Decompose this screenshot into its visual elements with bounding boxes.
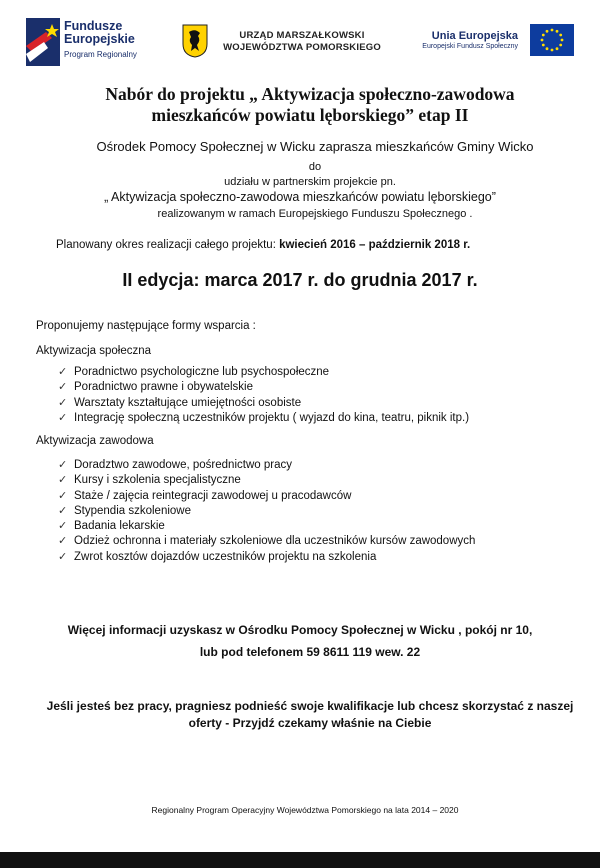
list-item — [58, 411, 469, 426]
title-line1: Nabór do projektu „ Aktywizacja społeczno-zawodowa — [105, 84, 515, 104]
checkmark-icon: ✓ — [58, 474, 68, 487]
list-item — [58, 504, 475, 519]
checkmark-icon: ✓ — [58, 520, 68, 533]
support-intro: Proponujemy następujące formy wsparcia : — [36, 320, 256, 332]
period-value: kwiecień 2016 – październik 2018 r. — [279, 239, 471, 251]
checkmark-icon: ✓ — [58, 489, 68, 502]
title-line2: mieszkańców powiatu lęborskiego” etap II — [151, 105, 469, 125]
eu-flag-icon — [530, 24, 574, 56]
ue-line1: Unia Europejska — [431, 30, 518, 42]
list-item-label: Poradnictwo prawne i obywatelskie — [74, 381, 253, 394]
list-item — [58, 458, 475, 473]
checkmark-icon: ✓ — [58, 381, 68, 394]
list-item — [58, 519, 475, 534]
intro-project-name: „ Aktywizacja społeczno-zawodowa mieszkańców powiatu lęborskiego” — [104, 190, 496, 204]
checkmark-icon: ✓ — [58, 504, 68, 517]
checkmark-icon: ✓ — [58, 459, 68, 471]
list-item — [58, 534, 475, 549]
checkmark-icon: ✓ — [58, 411, 68, 424]
unia-europejska-label — [400, 30, 518, 50]
info-phone: lub pod telefonem 59 8611 119 wew. 22 — [199, 645, 421, 659]
intro-line2: do — [308, 161, 322, 173]
checkmark-icon: ✓ — [58, 396, 68, 409]
checkmark-icon: ✓ — [58, 550, 68, 563]
checkmark-icon: ✓ — [58, 535, 68, 548]
intro-line5: realizowanym w ramach Europejskiego Funduszu Społecznego . — [157, 208, 473, 220]
footer-program: Regionalny Program Operacyjny Województwa Pomorskiego na lata 2014 – 2020 — [151, 805, 459, 815]
list-item-label: Warsztaty kształtujące umiejętności osobiste — [74, 396, 302, 409]
list-item — [58, 396, 469, 411]
urzad-marszalkowski-label — [212, 30, 392, 54]
list-item-label: Stypendia szkoleniowe — [74, 504, 191, 517]
professional-activation-heading: Aktywizacja zawodowa — [36, 435, 154, 447]
professional-activation-list — [58, 458, 475, 565]
page-title — [60, 84, 560, 126]
list-item-label: Kursy i szkolenia specjalistyczne — [74, 474, 241, 487]
list-item-label: Staże / zajęcia reintegracji zawodowej u pracodawców — [74, 489, 352, 502]
list-item-label: Poradnictwo psychologiczne lub psychospołeczne — [74, 366, 330, 378]
call-to-action: Jeśli jesteś bez pracy, pragniesz podnieść swoje kwalifikacje lub chcesz skorzystać z naszej oferty - Przyjdź czekamy właśnie na Ciebie — [46, 699, 574, 730]
edition-heading: II edycja: marca 2017 r. do grudnia 2017 r. — [122, 270, 478, 290]
fundusze-europejskie-label — [64, 20, 137, 61]
ue-line2: Europejski Fundusz Społeczny — [422, 43, 518, 50]
pom-line1: URZĄD MARSZAŁKOWSKI — [239, 30, 365, 41]
list-item-label: Zwrot kosztów dojazdów uczestników projektu na szkolenia — [74, 550, 377, 563]
pom-line2: WOJEWÓDZTWA POMORSKIEGO — [223, 42, 381, 53]
fundusze-europejskie-logo-icon — [26, 18, 60, 66]
list-item — [58, 550, 475, 565]
checkmark-icon: ✓ — [58, 366, 68, 378]
project-period — [56, 239, 470, 251]
social-activation-list — [58, 365, 469, 426]
list-item-label: Integrację społeczną uczestników projektu ( wyjazd do kina, teatru, piknik itp.) — [74, 411, 470, 424]
fe-line2: Europejskie — [64, 32, 135, 46]
bottom-border — [0, 852, 600, 868]
list-item-label: Badania lekarskie — [74, 520, 165, 533]
fe-line1: Fundusze — [64, 19, 123, 33]
social-activation-heading: Aktywizacja społeczna — [36, 345, 152, 357]
list-item-label: Odzież ochronna i materiały szkoleniowe dla uczestników kursów zawodowych — [74, 535, 476, 548]
list-item — [58, 489, 475, 504]
intro-line3: udziału w partnerskim projekcie pn. — [224, 176, 396, 188]
list-item — [58, 473, 475, 488]
intro-line1: Ośrodek Pomocy Społecznej w Wicku zaprasza mieszkańców Gminy Wicko — [96, 139, 534, 154]
pomorskie-griffin-crest-icon — [182, 24, 208, 58]
list-item — [58, 365, 469, 380]
list-item-label: Doradztwo zawodowe, pośrednictwo pracy — [74, 459, 292, 471]
list-item — [58, 380, 469, 395]
logo-bar — [0, 0, 600, 80]
fe-line3: Program Regionalny — [64, 50, 137, 59]
info-line1: Więcej informacji uzyskasz w Ośrodku Pomocy Społecznej w Wicku , pokój nr 10, — [67, 623, 533, 637]
period-label: Planowany okres realizacji całego projektu: — [56, 239, 280, 251]
